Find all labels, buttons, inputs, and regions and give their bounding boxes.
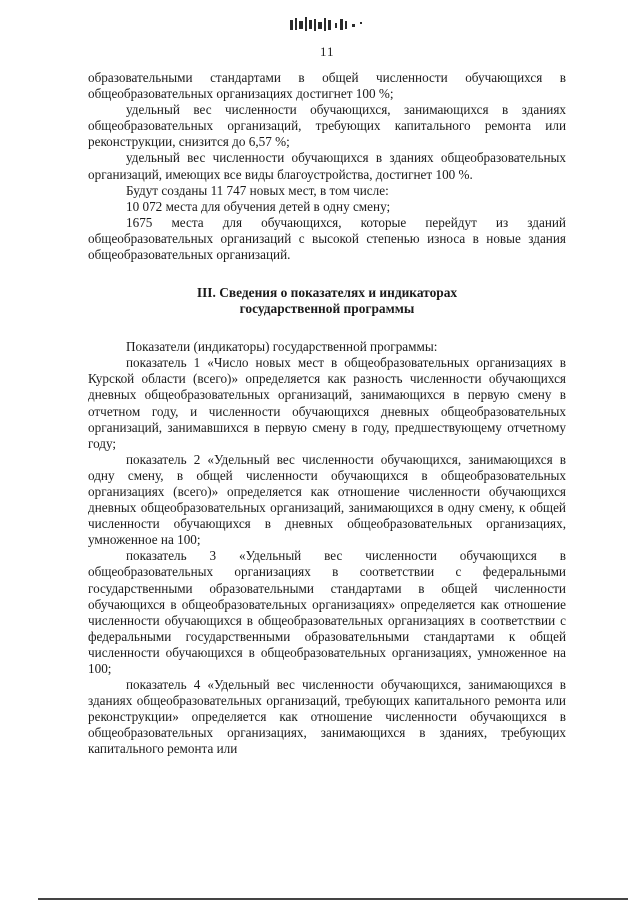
page-number: 11	[320, 44, 335, 59]
paragraph: Показатели (индикаторы) государственной программы:	[126, 339, 438, 355]
indicator-paragraph-4: показатель 4 «Удельный вес численности обучающихся, занимающихся в зданиях общеобразовательных организаций, требующих капитального ремонта или реконструкции» определяется как отношение численности обучающихся в общеобразовательных организациях, занимающихся в зданиях, требующих капитального ремонта или	[88, 677, 566, 757]
page-header	[280, 10, 390, 60]
indicator-paragraph-3: показатель 3 «Удельный вес численности обучающихся в общеобразовательных организациях в соответствии с федеральными государственными образовательными стандартами в общей численности обучающихся в общеобразовательных организациях» определяется как отношение численности обучающихся в общеобразовательных организациях в соответствии с федеральными государственными образовательными стандартами к общей численности обучающихся в общеобразовательных организациях, умноженное на 100;	[88, 548, 566, 676]
paragraph-continued: образовательными стандартами в общей численности обучающихся в общеобразовательных организациях достигнет 100 %;	[88, 70, 566, 102]
paragraph: 1675 места для обучающихся, которые перейдут из зданий общеобразовательных организаций с высокой степенью износа в новые здания общеобразовательных организаций.	[88, 214, 566, 263]
section-heading-line-2: государственной программы	[239, 301, 415, 317]
document-body	[88, 70, 566, 758]
paragraph: 10 072 места для обучения детей в одну смену;	[126, 198, 391, 214]
paragraph: удельный вес численности обучающихся в зданиях общеобразовательных организаций, имеющих все виды благоустройства, достигнет 100 %.	[88, 150, 566, 182]
section-heading-line-1: III. Сведения о показателях и индикаторах	[196, 285, 458, 301]
paragraph: удельный вес численности обучающихся, занимающихся в зданиях общеобразовательных организаций, требующих капитального ремонта или реконструкции, снизится до 6,57 %;	[88, 102, 566, 150]
indicator-paragraph-1: показатель 1 «Число новых мест в общеобразовательных организациях в Курской области (всего)» определяется как разность численности обучающихся дневных общеобразовательных организаций, занимающихся в первую смену в отчетном году, и численности обучающихся дневных общеобразовательных организаций, занимавшихся в первую смену в году, предшествующему отчетному году;	[88, 355, 566, 451]
page-bottom-edge-divider	[38, 898, 628, 900]
section-heading	[88, 285, 566, 317]
registration-stamp-mark-icon	[288, 14, 372, 36]
indicator-paragraph-2: показатель 2 «Удельный вес численности обучающихся, занимающихся в одну смену, в общей численности обучающихся в общеобразовательных организациях (всего)» определяется как отношение численности обучающихся дневных общеобразовательных организаций, занимающихся в одну смену, к общей численности обучающихся в дневных общеобразовательных организациях, умноженное на 100;	[88, 451, 566, 548]
paragraph: Будут созданы 11 747 новых мест, в том числе:	[126, 182, 389, 198]
